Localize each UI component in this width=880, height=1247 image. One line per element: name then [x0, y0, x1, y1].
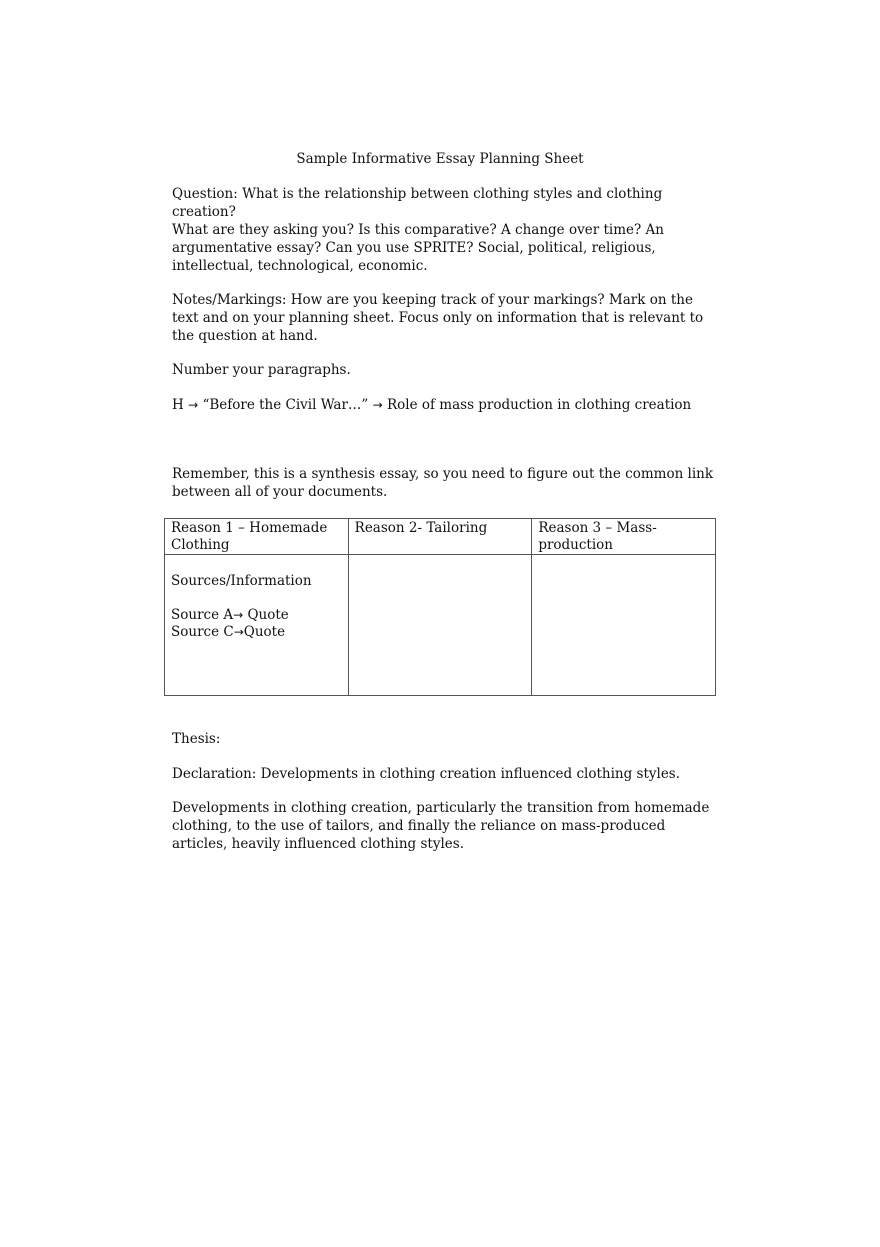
table-header-row — [165, 519, 716, 555]
number-paragraphs-text: Number your paragraphs. — [172, 362, 351, 378]
example-quote: “Before the Civil War…” — [202, 397, 369, 413]
table-cell-reason-1 — [165, 555, 349, 696]
page-title: Sample Informative Essay Planning Sheet — [296, 151, 584, 167]
table-header-cell: Reason 1 – Homemade Clothing — [165, 519, 349, 555]
sources-heading: Sources/Information — [171, 573, 312, 589]
table-row — [165, 555, 716, 696]
right-arrow-icon: → — [233, 608, 244, 622]
question-text: Question: What is the relationship between clothing styles and clothing creation? — [172, 186, 663, 220]
thesis-label: Thesis: — [172, 731, 221, 747]
example-end: Role of mass production in clothing creation — [386, 397, 692, 413]
table-cell-reason-3 — [532, 555, 716, 696]
right-arrow-icon: → — [233, 625, 244, 639]
right-arrow-icon: → — [188, 398, 199, 412]
table-cell-reason-2 — [348, 555, 532, 696]
asking-text: What are they asking you? Is this comparative? A change over time? An argumentative essay? Can you use SPRITE? Social, political, religious, intellectual, technological, economic. — [172, 222, 664, 274]
source-a-line: Source A→ Quote — [171, 607, 289, 623]
declaration-text: Declaration: Developments in clothing creation influenced clothing styles. — [172, 766, 681, 782]
example-start: H — [172, 397, 184, 413]
notes-text: Notes/Markings: How are you keeping track of your markings? Mark on the text and on your planning sheet. Focus only on information that is relevant to the question at hand. — [172, 292, 704, 344]
table-header-cell: Reason 2- Tailoring — [348, 519, 532, 555]
source-c-line: Source C→Quote — [171, 624, 286, 640]
thesis-statement: Developments in clothing creation, particularly the transition from homemade clothing, to the use of tailors, and finally the reliance on mass-produced articles, heavily influenced clothing styles. — [172, 800, 710, 852]
reasons-table — [164, 518, 716, 696]
right-arrow-icon: → — [372, 398, 383, 412]
example-line — [172, 396, 717, 414]
remember-text: Remember, this is a synthesis essay, so you need to figure out the common link between all of your documents. — [172, 466, 714, 500]
table-header-cell: Reason 3 – Mass-production — [532, 519, 716, 555]
